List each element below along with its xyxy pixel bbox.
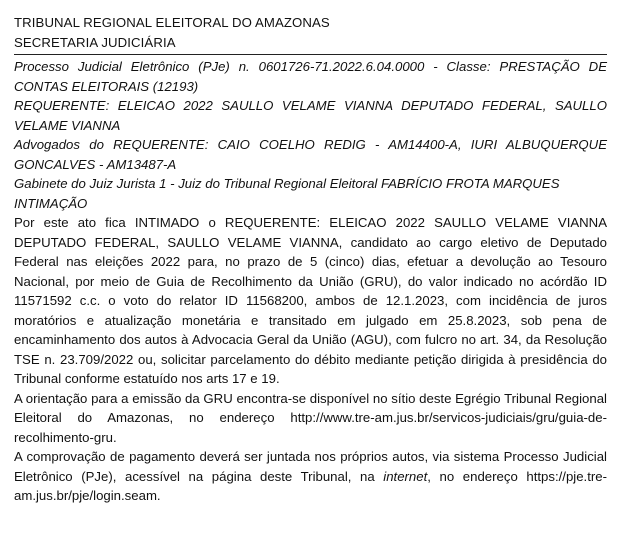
court-name: TRIBUNAL REGIONAL ELEITORAL DO AMAZONAS [14, 15, 330, 30]
body-paragraph-3-start: A comprovação de pagamento deverá ser juntada nos próprios autos, via sistema Processo Judicial Eletrônico (PJe), acessível na página deste Tribunal, na [14, 449, 607, 484]
body-paragraph-3-end: , no endereço https://pje.tre-am.jus.br/pje/login.seam. [14, 468, 607, 503]
process-info: Processo Judicial Eletrônico (PJe) n. 0601726-71.2022.6.04.0000 - Classe: PRESTAÇÃO DE CONTAS ELEITORAIS (12193) [14, 59, 607, 94]
advogados-info: Advogados do REQUERENTE: CAIO COELHO REDIG - AM14400-A, IURI ALBUQUERQUE GONCALVES - AM13487-A [14, 137, 607, 172]
header-divider [14, 54, 607, 55]
department-name: SECRETARIA JUDICIÁRIA [14, 34, 176, 50]
gabinete-info: Gabinete do Juiz Jurista 1 - Juiz do Tribunal Regional Eleitoral FABRÍCIO FROTA MARQUES [14, 176, 560, 191]
internet-word: internet [383, 468, 428, 484]
document-type: INTIMAÇÃO [14, 195, 88, 211]
document-page [14, 13, 607, 506]
body-paragraph-1: Por este ato fica INTIMADO o REQUERENTE: ELEICAO 2022 SAULLO VELAME VIANNA DEPUTADO FEDERAL, SAULLO VELAME VIANNA, candidato ao cargo eletivo de Deputado Federal nas eleições 2022 para, no prazo de 5 (cinco) dias, efetuar a devolução ao Tesouro Nacional, por meio de Guia de Recolhimento da União (GRU), do valor indicado no acórdão ID 11571592 c.c. o voto do relator ID 11568200, ambos de 12.1.2023, com incidência de juros moratórios e atualização monetária e transitado em julgado em 25.8.2023, sob pena de encaminhamento dos autos à Advocacia Geral da União (AGU), com fulcro no art. 34, da Resolução TSE n. 23.709/2022 ou, solicitar parcelamento do débito mediante petição dirigida à presidência do Tribunal conforme estatuído nos arts 17 e 19. [14, 215, 607, 386]
body-paragraph-3 [14, 447, 607, 506]
requerente-info: REQUERENTE: ELEICAO 2022 SAULLO VELAME VIANNA DEPUTADO FEDERAL, SAULLO VELAME VIANNA [14, 98, 607, 133]
body-paragraph-2: A orientação para a emissão da GRU encontra-se disponível no sítio deste Egrégio Tribunal Regional Eleitoral do Amazonas, no endereço http://www.tre-am.jus.br/servicos-judiciais/gru/guia-de-recolhimento-gru. [14, 390, 607, 445]
